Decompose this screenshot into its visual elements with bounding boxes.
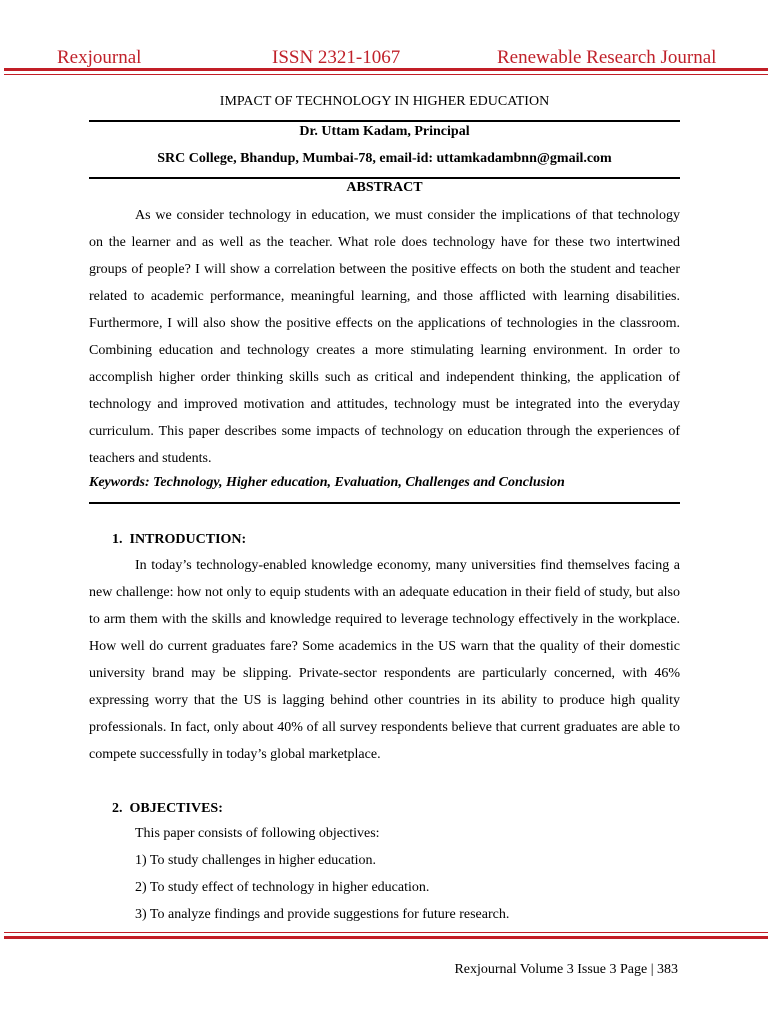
title-rule [89,120,680,122]
page-footer: Rexjournal Volume 3 Issue 3 Page | 383 [454,962,678,977]
objective-item: 3) To analyze findings and provide suggestions for future research. [135,907,510,922]
header-rule [4,68,768,71]
footer-rule [4,936,768,939]
footer-rule-thin [4,932,768,933]
issn-label: ISSN 2321-1067 [272,47,401,68]
affiliation-line: SRC College, Bhandup, Mumbai-78, email-id: uttamkadambnn@gmail.com [157,151,612,166]
affiliation-rule [89,177,680,179]
author-line: Dr. Uttam Kadam, Principal [299,124,470,139]
keywords-line: Keywords: Technology, Higher education, Evaluation, Challenges and Conclusion [89,475,565,490]
abstract-heading: ABSTRACT [346,180,423,195]
abstract-paragraph: As we consider technology in education, we must consider the implications of that technology on the learner and as well as the teacher. What role does technology have for these two intertwined groups of people? I will show a correlation between the positive effects on both the student and teacher related to academic performance, meaningful learning, and those afflicted with learning disabilities. Furthermore, I will also show the positive effects on the applications of technologies in the classroom. Combining education and technology creates a more stimulating learning environment. In order to accomplish higher order thinking skills such as critical and independent thinking, the application of technology and improved motivation and attitudes, technology must be integrated into the everyday curriculum. This paper describes some impacts of technology on education through the experiences of teachers and students. [89,208,680,466]
journal-name: Rexjournal [57,47,142,68]
intro-body [89,552,680,768]
intro-heading: 1. INTRODUCTION: [112,532,247,547]
header-rule-thin [4,74,768,75]
objectives-heading: 2. OBJECTIVES: [112,801,223,816]
objective-item: 2) To study effect of technology in higher education. [135,880,430,895]
paper-title: IMPACT OF TECHNOLOGY IN HIGHER EDUCATION [219,94,550,109]
objectives-intro: This paper consists of following objectives: [135,826,380,841]
abstract-body [89,202,680,472]
objective-item: 1) To study challenges in higher education. [135,853,376,868]
intro-paragraph: In today’s technology-enabled knowledge economy, many universities find themselves facing a new challenge: how not only to equip students with an adequate education in their field of study, but also to arm them with the skills and knowledge required to leverage technology effectively in the workplace. How well do current graduates fare? Some academics in the US warn that the quality of their domestic university brand may be slipping. Private-sector respondents are particularly concerned, with 46% expressing worry that the US is lagging behind other countries in its ability to produce high quality professionals. In fact, only about 40% of all survey respondents believe that current graduates are able to compete successfully in today’s global marketplace. [89,558,680,762]
journal-full-name: Renewable Research Journal [497,47,717,68]
keywords-rule [89,502,680,504]
